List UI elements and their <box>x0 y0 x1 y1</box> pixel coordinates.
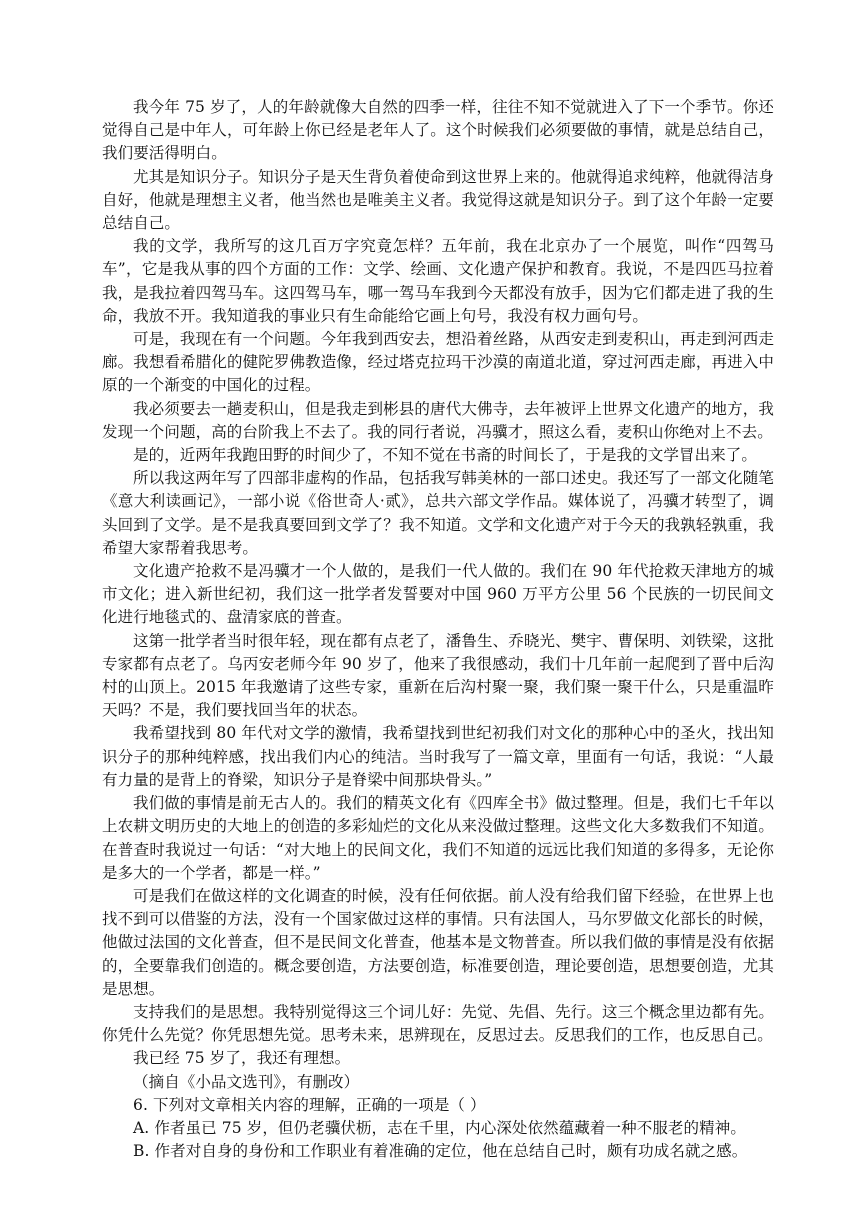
question-stem: 6. 下列对文章相关内容的理解，正确的一项是（ ） <box>133 1095 486 1114</box>
document-page <box>102 96 774 1163</box>
article-paragraph-12: 可是我们在做这样的文化调查的时候，没有任何依据。前人没有给我们留下经验，在世界上也找不到可以借鉴的方法，没有一个国家做过这样的事情。只有法国人，马尔罗做文化部长的时候，他做过法国的文化普查，但不是民间文化普查，他基本是文物普查。所以我们做的事情是没有依据的，全要靠我们创造的。概念要创造，方法要创造，标准要创造，理论要创造，思想要创造，尤其是思想。 <box>102 886 774 998</box>
article-paragraph-2: 尤其是知识分子。知识分子是天生背负着使命到这世界上来的。他就得追求纯粹，他就得洁身自好，他就是理想主义者，他当然也是唯美主义者。我觉得这就是知识分子。到了这个年龄一定要总结自己。 <box>102 167 774 233</box>
article-paragraph-8: 文化遗产抢救不是冯骥才一个人做的，是我们一代人做的。我们在 90 年代抢救天津地方的城市文化；进入新世纪初，我们这一批学者发誓要对中国 960 万平方公里 56 个民族的一切民间文化进行地毯式的、盘清家底的普查。 <box>102 562 774 627</box>
article-paragraph-1: 我今年 75 岁了，人的年龄就像大自然的四季一样，往往不知不觉就进入了下一个季节。你还觉得自己是中年人，可年龄上你已经是老年人了。这个时候我们必须要做的事情，就是总结自己，我们要活得明白。 <box>102 98 774 163</box>
article-paragraph-4: 可是，我现在有一个问题。今年我到西安去，想沿着丝路，从西安走到麦积山，再走到河西走廊。我想看希腊化的健陀罗佛教造像，经过塔克拉玛干沙漠的南道北道，穿过河西走廊，再进入中原的一个渐变的中国化的过程。 <box>102 330 774 395</box>
question-option-a: A. 作者虽已 75 岁，但仍老骥伏枥，志在千里，内心深处依然蕴藏着一种不服老的精神。 <box>133 1118 746 1137</box>
article-source: （摘自《小品文选刊》，有删改） <box>133 1072 360 1091</box>
article-paragraph-3: 我的文学，我所写的这几百万字究竟怎样？五年前，我在北京办了一个展览，叫作“四驾马车”，它是我从事的四个方面的工作：文学、绘画、文化遗产保护和教育。我说，不是四匹马拉着我，是我拉着四驾马车。这四驾马车，哪一驾马车我到今天都没有放手，因为它们都走进了我的生命，我放不开。我知道我的事业只有生命能给它画上句号，我没有权力画句号。 <box>102 237 774 325</box>
article-paragraph-11: 我们做的事情是前无古人的。我们的精英文化有《四库全书》做过整理。但是，我们七千年以上农耕文明历史的大地上的创造的多彩灿烂的文化从来没做过整理。这些文化大多数我们不知道。在普查时我说过一句话：“对大地上的民间文化，我们不知道的远远比我们知道的多得多，无论你是多大的一个学者，都是一样。” <box>102 794 774 882</box>
article-paragraph-10: 我希望找到 80 年代对文学的激情，我希望找到世纪初我们对文化的那种心中的圣火，找出知识分子的那种纯粹感，找出我们内心的纯洁。当时我写了一篇文章，里面有一句话，我说：“人最有力量的是背上的脊梁，知识分子是脊梁中间那块骨头。” <box>102 724 774 789</box>
article-paragraph-5: 我必须要去一趟麦积山，但是我走到彬县的唐代大佛寺，去年被评上世界文化遗产的地方，我发现一个问题，高的台阶我上不去了。我的同行者说，冯骥才，照这么看，麦积山你绝对上不去。 <box>102 399 774 441</box>
article-paragraph-7: 所以我这两年写了四部非虚构的作品，包括我写韩美林的一部口述史。我还写了一部文化随笔《意大利读画记》，一部小说《俗世奇人·贰》，总共六部文学作品。媒体说了，冯骥才转型了，调头回到了文学。是不是我真要回到文学了？我不知道。文学和文化遗产对于今天的我孰轻孰重，我希望大家帮着我思考。 <box>102 469 774 557</box>
article-body <box>102 96 774 1094</box>
article-paragraph-6: 是的，近两年我跑田野的时间少了，不知不觉在书斋的时间长了，于是我的文学冒出来了。 <box>133 446 758 465</box>
question-option-b: B. 作者对自身的身份和工作职业有着准确的定位，他在总结自己时，颇有功成名就之感。 <box>133 1142 748 1161</box>
article-paragraph-9: 这第一批学者当时很年轻，现在都有点老了，潘鲁生、乔晓光、樊宇、曹保明、刘铁梁，这批专家都有点老了。乌丙安老师今年 90 岁了，他来了我很感动，我们十几年前一起爬到了晋中后沟村的山顶上。2015 年我邀请了这些专家，重新在后沟村聚一聚，我们聚一聚干什么，只是重温昨天吗？不是，我们要找回当年的状态。 <box>102 631 774 720</box>
article-paragraph-13: 支持我们的是思想。我特别觉得这三个词儿好：先觉、先倡、先行。这三个概念里边都有先。你凭什么先觉？你凭思想先觉。思考未来，思辨现在，反思过去。反思我们的工作，也反思自己。 <box>102 1002 774 1045</box>
question-block <box>102 1094 774 1164</box>
article-paragraph-14: 我已经 75 岁了，我还有理想。 <box>133 1049 351 1068</box>
